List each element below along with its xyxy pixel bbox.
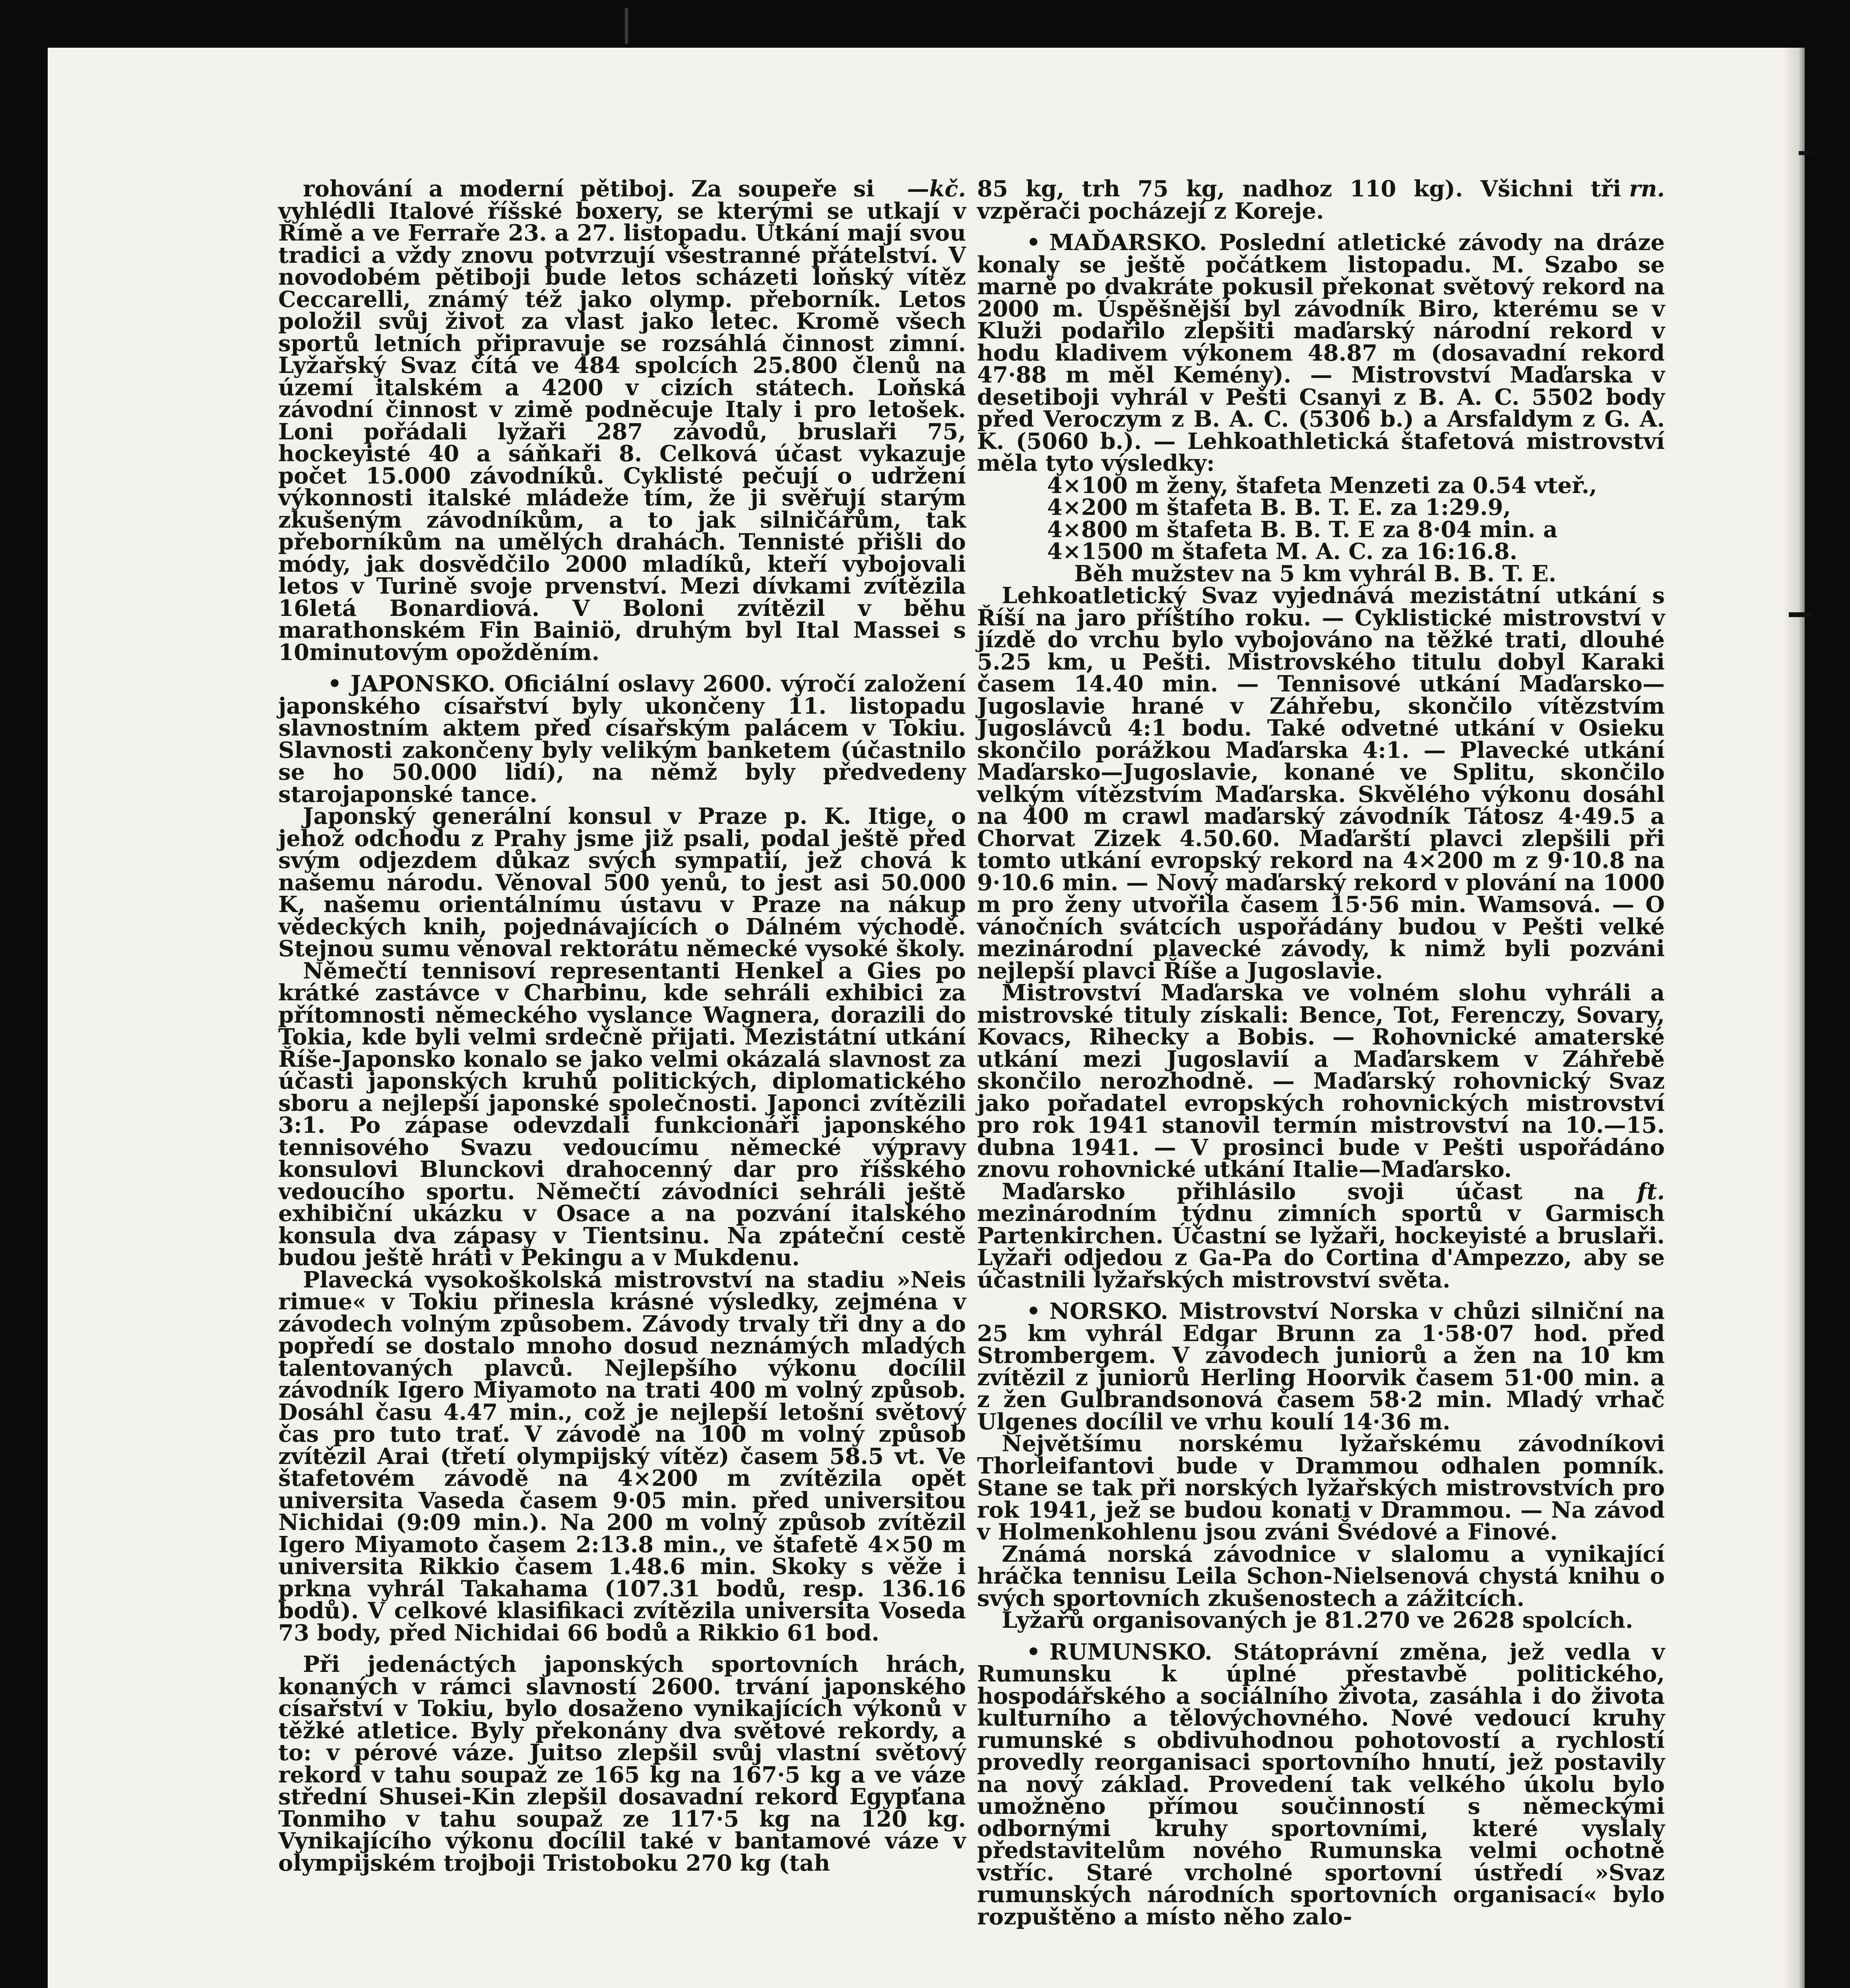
paragraph-text: MAĎARSKO. Poslední atletické závody na dráze konaly se ještě počátkem listopadu. M. Szabo se marně po dvakráte pokusil překonat světový rekord na 2000 m. Úspěšnější byl závodník Biro, kterému se v Kluži podařilo zlepšiti maďarský národní rekord v hodu kladivem výkonem 48.87 m (dosavadní rekord 47·88 m měl Kemény). — Mistrovství Maďarska v desetiboji vyhrál v Pešti Csanyi z B. A. C. 5502 body před Veroczym z B. A. C. (5306 b.) a Arsfaldym z G. A. K. (5060 b.). — Lehkoathletická štafetová mistrovství měla tyto výsledky: bbox=[977, 229, 1665, 476]
paragraph bbox=[278, 178, 966, 664]
result-line bbox=[977, 560, 1665, 587]
result-line bbox=[977, 472, 1665, 499]
section-paragraph bbox=[977, 1298, 1665, 1435]
section-paragraph bbox=[977, 1641, 1665, 1928]
result-line bbox=[977, 538, 1665, 565]
paragraph bbox=[278, 957, 966, 1271]
paragraph bbox=[977, 582, 1665, 984]
paragraph-text: Lyžařů organisovaných je 81.270 ve 2628 spolcích. bbox=[1002, 1607, 1633, 1633]
paragraph-text: 4×200 m štafeta B. B. T. E. za 1:29.9, bbox=[1047, 494, 1511, 520]
bullet-icon: • bbox=[328, 671, 342, 697]
paragraph-text: Němečtí tennisoví representanti Henkel a Gies po krátké zastávce v Charbinu, kde sehráli exhibici za přítomnosti německého vyslance Wagnera, dorazili do Tokia, kde byli velmi srdečně přijati. Mezistátní utkání Říše-Japonsko konalo se jako velmi okázalá slavnost za účasti japonských kruhů politických, diplomatického sboru a nejlepší japonské společnosti. Japonci zvítězili 3:1. Po zápase odevzdali funkcionáři japonského tennisového Svazu vedoucímu německé výpravy konsulovi Blunckovi drahocenný dar pro říšského vedoucího sportu. Němečtí závodníci sehráli ještě exhibiční ukázku v Osace a na pozvání italského konsula dva zápasy v Tientsinu. Na zpáteční cestě budou ještě hráti v Pekingu a v Mukdenu. bbox=[278, 957, 966, 1271]
scan-speck bbox=[625, 8, 628, 44]
paragraph-text: NORSKO. Mistrovství Norska v chůzi silniční na 25 km vyhrál Edgar Brunn za 1·58·07 hod. před Strombergem. V závodech juniorů a žen na 10 km zvítězil z juniorů Herling Hoorvik časem 51·00 min. a z žen Gulbrandsonová časem 58·2 min. Mladý vrhač Ulgenes docílil ve vrhu koulí 14·36 m. bbox=[977, 1298, 1665, 1435]
paragraph-text: Plavecká vysokoškolská mistrovství na stadiu »Neis rimue« v Tokiu přinesla krásné výsledky, zejména v závodech volným způsobem. Závody trvaly tři dny a do popředí se dostalo mnoho dosud neznámých mladých talentovaných plavců. Nejlepšího výkonu docílil závodník Igero Miyamoto na trati 400 m volný způsob. Dosáhl času 4.47 min., což je nejlepší letošní světový čas pro tuto trať. V závodě na 100 m volný způsob zvítězil Arai (třetí olympijský vítěz) časem 58.5 vt. Ve štafetovém závodě na 4×200 m zvítězila opět universita Vaseda časem 9·05 min. před universitou Nichidai (9:09 min.). Na 200 m volný způsob zvítězil Igero Miyamoto časem 2:13.8 min., ve štafetě 4×50 m universita Rikkio časem 1.48.6 min. Skoky s věže i prkna vyhrál Takahama (107.31 bodů, resp. 136.16 bodů). V celkové klasifikaci zvítězila universita Voseda 73 body, před Nichidai 66 bodů a Rikkio 61 bod. bbox=[278, 1266, 966, 1646]
paragraph bbox=[977, 982, 1665, 1181]
paragraph-text: Japonský generální konsul v Praze p. K. Itige, o jehož odchodu z Prahy jsme již psali, podal ještě před svým odjezdem důkaz svých sympatií, jež chová k našemu národu. Věnoval 500 yenů, to jest asi 50.000 K, našemu orientálnímu ústavu v Praze na nákup vědeckých knih, pojednávajících o Dálném východě. Stejnou sumu věnoval rektorátu německé vysoké školy. bbox=[278, 803, 966, 962]
section-paragraph bbox=[977, 229, 1665, 476]
right-column bbox=[977, 178, 1665, 1928]
paragraph bbox=[977, 1178, 1665, 1293]
paragraph-text: 4×100 m ženy, štafeta Menzeti za 0.54 vteř., bbox=[1047, 472, 1597, 499]
paragraph-text: Největšímu norskému lyžařskému závodníkovi Thorleifantovi bude v Drammou odhalen pomník. Stane se tak při norských lyžařských mistrovstvích pro rok 1941, jež se budou konati v Drammou. — Na závod v Holmenkohlenu jsou zváni Švédové a Finové. bbox=[977, 1431, 1665, 1545]
paragraph bbox=[977, 1609, 1665, 1632]
paragraph-text: Známá norská závodnice v slalomu a vynikající hráčka tennisu Leila Schon-Nielsenová chystá knihu o svých sportovních zkušenostech a zážitcích. bbox=[977, 1541, 1665, 1611]
scan-border-top bbox=[0, 0, 1850, 48]
paragraph bbox=[278, 1651, 966, 1876]
paragraph bbox=[977, 178, 1665, 222]
paragraph-text: Při jedenáctých japonských sportovních hrách, konaných v rámci slavností 2600. trvání japonského císařství v Tokiu, bylo dosaženo vynikajících výkonů v těžké atletice. Byly překonány dva světové rekordy, a to: v pérové váze. Juitso zlepšil svůj vlastní světový rekord v tahu soupaž ze 165 kg na 167·5 kg a ve váze střední Shusei-Kin zlepšil dosavadní rekord Egypťana Tonmiho v tahu soupaž ze 117·5 kg na 120 kg. Vynikajícího výkonu docílil také v bantamové váze v olympijském trojboji Tristoboku 270 kg (tah bbox=[278, 1651, 966, 1876]
paragraph-text: 4×1500 m štafeta M. A. C. za 16:16.8. bbox=[1047, 538, 1518, 565]
bullet-icon: • bbox=[1026, 1298, 1041, 1324]
paragraph-text: RUMUNSKO. Státoprávní změna, jež vedla v Rumunsku k úplné přestavbě politického, hospodářského a sociálního života, zasáhla i do života kulturního a tělovýchovného. Nové vedoucí kruhy rumunské s obdivuhodnou pohotovostí a rychlostí provedly reorganisaci sportovního hnutí, jež postavily na nový základ. Provedení tak velkého úkolu bylo umožněno přímou součinností s německými odbornými kruhy sportovními, které vyslaly představitelům nového Rumunska velmi ochotně vstříc. Staré vrcholné sportovní ústředí »Svaz rumunských národních sportovních organisací« bylo rozpuštěno a místo něho zalo- bbox=[977, 1639, 1665, 1930]
paragraph-text: Lehkoatletický Svaz vyjednává mezistátní utkání s Říší na jaro příštího roku. — Cyklistické mistrovství v jízdě do vrchu bylo vybojováno na těžké trati, dlouhé 5.25 km, u Pešti. Mistrovského titulu dobyl Karaki časem 14.40 min. — Tennisové utkání Maďarsko—Jugoslavie hrané v Záhřebu, skončilo vítězstvím Jugoslávců 4:1 bodu. Také odvetné utkání v Osieku skončilo porážkou Maďarska 4:1. — Plavecké utkání Maďarsko—Jugoslavie, konané ve Splitu, skončilo velkým vítězstvím Maďarska. Skvělého výkonu dosáhl na 400 m crawl maďarský závodník Tátosz 4·49.5 a Chorvat Zizek 4.50.60. Maďarští plavci zlepšili při tomto utkání evropský rekord na 4×200 m z 9·10.8 na 9·10.6 min. — Nový maďarský rekord v plování na 1000 m pro ženy utvořila časem 15·56 min. Wamsová. — O vánočních svátcích uspořádány budou v Pešti velké mezinárodní plavecké závody, k nimž byli pozváni nejlepší plavci Říše a Jugoslavie. bbox=[977, 582, 1665, 984]
author-signature: ft. bbox=[1637, 1178, 1665, 1205]
scan-border-right bbox=[1805, 0, 1850, 1988]
author-signature: rn. bbox=[1629, 176, 1665, 202]
result-line bbox=[977, 516, 1665, 543]
paragraph-text: Maďarsko přihlásilo svoji účast na mezinárodním týdnu zimních sportů v Garmisch Partenkirchen. Účastní se lyžaři, hockeyisté a bruslaři. Lyžaři odjedou z Ga-Pa do Cortina d'Ampezzo, aby se účastnili lyžařských mistrovství světa. bbox=[977, 1178, 1665, 1293]
paragraph-text: JAPONSKO. Oficiální oslavy 2600. výročí založení japonského císařství byly ukončeny 11. listopadu slavnostním aktem před císařským palácem v Tokiu. Slavnosti zakončeny byly velikým banketem (účastnilo se ho 50.000 lidí), na němž byly předvedeny starojaponské tance. bbox=[278, 671, 966, 808]
paragraph-text: 4×800 m štafeta B. B. T. E za 8·04 min. a bbox=[1047, 516, 1558, 543]
bullet-icon: • bbox=[1026, 229, 1041, 256]
bullet-icon: • bbox=[1026, 1639, 1041, 1665]
page-fold-shadow bbox=[1785, 48, 1805, 1988]
author-signature: —kč. bbox=[907, 176, 966, 202]
scan-speck bbox=[1789, 612, 1813, 617]
section-paragraph bbox=[278, 673, 966, 806]
scan-speck bbox=[1799, 151, 1815, 155]
left-column bbox=[278, 178, 966, 1874]
paragraph-text: rohování a moderní pětiboj. Za soupeře si vyhlédli Italové říšské boxery, se kterými se utkají v Římě a ve Ferraře 23. a 27. listopadu. Utkání mají svou tradici a vždy znovu potvrzují všestranné přátelství. V novodobém pětiboji bude letos scházeti loňský vítěz Ceccarelli, známý též jako olymp. přeborník. Letos položil svůj život za vlast jako letec. Kromě všech sportů letních připravuje se rozsáhlá činnost zimní. Lyžařský Svaz čítá ve 484 spolcích 25.800 členů na území italském a 4200 v cizích státech. Loňská závodní činnost v zimě podněcuje Italy i pro letošek. Loni pořádali lyžaři 287 závodů, bruslaři 75, hockeyisté 40 a sáňkaři 8. Celková účast vykazuje počet 15.000 závodníků. Cyklisté pečují o udržení výkonnosti italské mládeže tím, že ji svěřují starým zkušeným závodníkům, a to jak silničářům, tak přeborníkům na umělých drahách. Tennisté přišli do módy, jak dosvědčilo 2000 mladíků, kteří vybojovali letos v Turině svoje prvenství. Mezi dívkami zvítězila 16letá Bonardiová. V Boloni zvítězil v běhu marathonském Fin Bainiö, druhým byl Ital Massei s 10minutovým opožděním. bbox=[278, 176, 966, 666]
paragraph-text: 85 kg, trh 75 kg, nadhoz 110 kg). Všichni tři vzpěrači pocházejí z Koreje. bbox=[977, 176, 1621, 224]
paragraph-text: Běh mužstev na 5 km vyhrál B. B. T. E. bbox=[1074, 560, 1557, 587]
paragraph bbox=[977, 1433, 1665, 1543]
paragraph bbox=[278, 803, 966, 962]
scan-border-left bbox=[0, 0, 48, 1988]
paragraph bbox=[977, 1543, 1665, 1610]
result-line bbox=[977, 494, 1665, 520]
paragraph-text: Mistrovství Maďarska ve volném slohu vyhráli a mistrovské tituly získali: Bence, Tot, Ferenczy, Sovary, Kovacs, Rihecky a Bobis. — Rohovnické amaterské utkání mezi Jugoslavií a Maďarskem v Záhřebě skončilo nerozhodně. — Maďarský rohovnický Svaz jako pořadatel evropských rohovnických mistrovství pro rok 1941 stanovil termín mistrovství na 10.—15. dubna 1941. — V prosinci bude v Pešti uspořádáno znovu rohovnické utkání Italie—Maďarsko. bbox=[977, 980, 1665, 1182]
paragraph bbox=[278, 1266, 966, 1646]
